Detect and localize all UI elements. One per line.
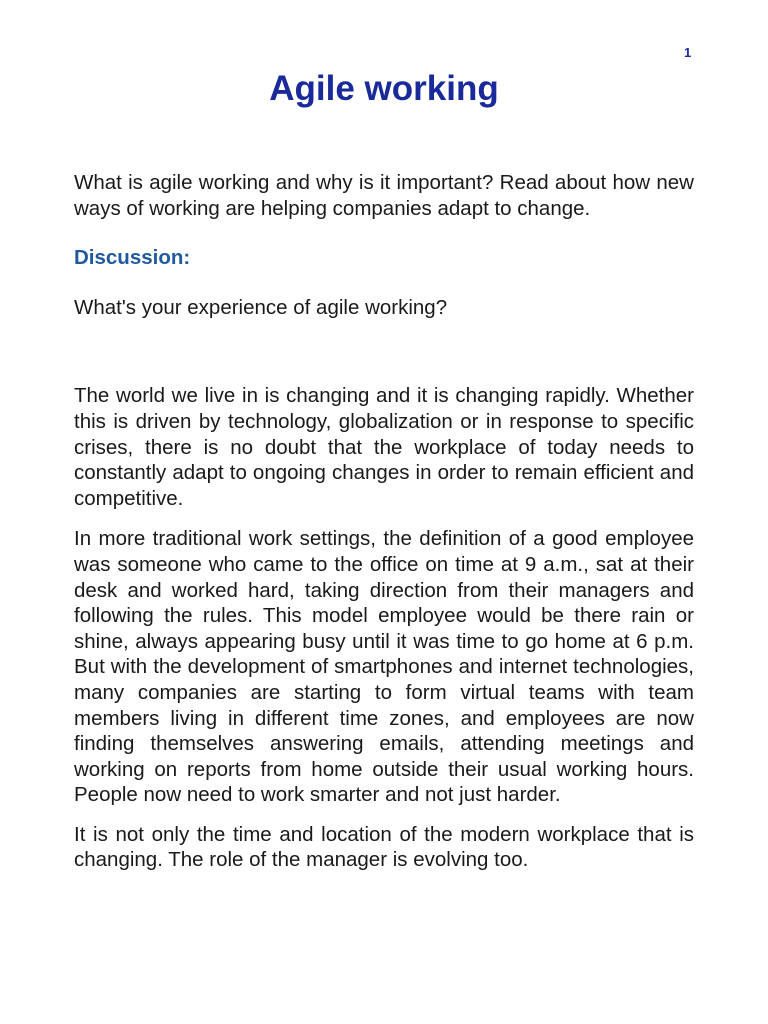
discussion-heading: Discussion: [74, 246, 191, 270]
document-body [74, 170, 694, 873]
body-paragraph: It is not only the time and location of the modern workplace that is changing. The role of the manager is evolving too. [74, 822, 694, 872]
page-title: Agile working [269, 69, 499, 108]
intro-paragraph: What is agile working and why is it important? Read about how new ways of working are helping companies adapt to change. [74, 171, 694, 220]
discussion-question: What's your experience of agile working? [74, 295, 448, 319]
page-number: 1 [684, 45, 692, 60]
body-paragraph: In more traditional work settings, the definition of a good employee was someone who came to the office on time at 9 a.m., sat at their desk and worked hard, taking direction from their managers and following the rules. This model employee would be there rain or shine, always appearing busy until it was time to go home at 6 p.m. But with the development of smartphones and internet technologies, many companies are starting to form virtual teams with team members living in different time zones, and employees are now finding themselves answering emails, attending meetings and working on reports from home outside their usual working hours. People now need to work smarter and not just harder. [74, 527, 694, 807]
body-paragraph: The world we live in is changing and it is changing rapidly. Whether this is driven by technology, globalization or in response to specific crises, there is no doubt that the workplace of today needs to constantly adapt to ongoing changes in order to remain efficient and competitive. [74, 384, 694, 510]
